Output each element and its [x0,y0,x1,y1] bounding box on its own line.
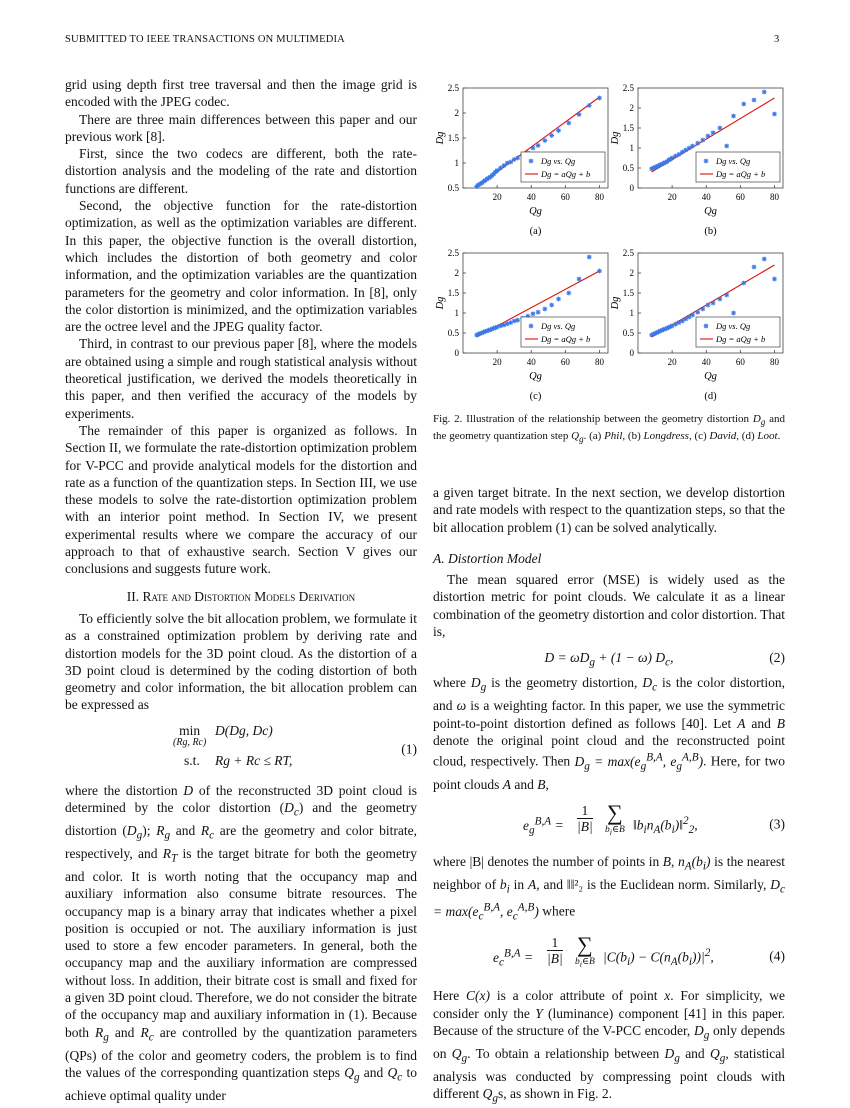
x-tick-label: 20 [492,357,502,367]
panel-label: (c) [529,391,542,402]
x-tick-label: 40 [526,357,536,367]
y-axis-label: Dg [435,296,446,310]
chart-panel-d [608,247,793,407]
x-tick-label: 60 [735,192,745,202]
page-number: 3 [774,34,780,45]
y-axis-label: Dg [435,131,446,145]
right-column [433,484,785,1108]
y-tick-label: 1 [629,308,634,318]
data-point [577,112,582,117]
data-point [772,277,777,282]
x-tick-label: 40 [526,192,536,202]
data-point [515,156,520,161]
data-point [597,96,602,101]
data-point [495,168,500,173]
data-point [542,138,547,143]
y-tick-label: 0.5 [447,328,459,338]
data-point [505,161,510,166]
y-tick-label: 1.5 [447,133,459,143]
paragraph: There are three main differences between this paper and our previous work [8]. [65,111,417,144]
paragraph: where |B| denotes the number of points in B, $n_A(b_i)$ is the nearest neighbor of $b_i$ in A, and ‖‖²₂ is the Euclidean norm. Similarly, $D_c = \max(e_c^{B,A}$, $e_c^{A,B}$) where [433,854,786,923]
data-point [556,128,561,133]
equation-2-body: $D = \omega D_g + (1 - \omega)$ $D_c$, [544,650,674,670]
data-point [731,114,736,119]
scatter-chart-a [433,82,618,242]
section-heading: II. Rate and Distortion Models Derivation [126,588,356,604]
data-point [508,160,513,165]
data-point [695,310,700,315]
x-tick-label: 80 [594,192,604,202]
panel-label: (a) [529,226,542,237]
paragraph: a given target bitrate. In the next section, we develop distortion and rate models with respect to the quantization steps, so that the bit allocation problem (1) can be solved analytically. [433,485,785,535]
paragraph: The remainder of this paper is organized as follows. In Section II, we formulate the rate-distortion optimization problem for V-PCC and provide analytical models for the distortion and rate as a function of the quantization steps. In Section III, we use these models to solve the rate-distortion optimization problem with an interior point method. In Section IV, we present experimental results where we compare the accuracy of our approach to that of exhaustive search. Section V gives our conclusions and suggests future work. [65,422,417,577]
data-point [752,98,757,103]
scatter-chart-b [608,82,793,242]
x-tick-label: 40 [701,357,711,367]
x-tick-label: 60 [735,357,745,367]
equation-number: (4) [769,948,785,964]
y-tick-label: 2.5 [447,83,459,93]
x-axis-label: Qg [704,206,717,217]
data-point [772,112,777,117]
y-axis-label: Dg [610,296,621,310]
x-tick-label: 80 [594,357,604,367]
paragraph: The mean squared error (MSE) is widely used as the distortion metric for point clouds. We calculate it as a linear combination of the geometry distortion and color distortion. That is, [433,572,785,640]
equation-number: (3) [769,816,785,832]
data-point [724,144,729,149]
data-point [515,318,520,323]
data-point [531,311,536,316]
data-point [700,138,705,143]
data-point [536,310,541,315]
equation-3: $e_g^{B,A}$ = 1 |B| ∑ $b_i\in B$ $‖b_in_A(b_i)‖^2_2$, (3) [523,800,785,837]
y-tick-label: 1.5 [622,288,634,298]
x-axis-label: Qg [704,371,717,382]
paragraph: Third, in contrast to our previous paper [8], where the models are obtained using a simple and rough statistical analysis without theoretical justification, we derived the models theoretically in this paper, and then verified the accuracy of the models by experiments. [65,336,417,421]
data-point [690,313,695,318]
data-point [762,257,767,262]
legend-label: Dg = aQg + b [541,334,591,344]
chart-panel-c [433,247,618,407]
panel-label: (d) [704,391,717,402]
equation-1: min (Rg, Rc) D(Dg, Dc) s.t. Rg + Rc ≤ RT, (1) [173,722,417,768]
x-tick-label: 60 [560,357,570,367]
paragraph: Here C(x) is a color attribute of point x. For simplicity, we consider only the Y (luminance) component [41] in this paper. Because of the structure of the V-PCC encoder, $D_g$ only depends on $Q_g$. To obtain a relationship between $D_g$ and $Q_g$, statistical analysis was conducted by compressing point clouds with different $Q_gs$, as shown in Fig. 2. [433,988,786,1106]
data-point [741,102,746,107]
legend-label: Dg vs. Qg [716,156,751,166]
y-tick-label: 1 [629,143,634,153]
scatter-chart-d [608,247,793,407]
data-point [512,319,517,324]
x-tick-label: 20 [667,192,677,202]
data-point [700,307,705,312]
legend-label: Dg = aQg + b [541,169,591,179]
data-point [695,141,700,146]
left-column [65,76,417,1104]
data-point [577,277,582,282]
data-point [752,265,757,270]
paragraph: grid using depth first tree traversal and then the image grid is encoded with the JPEG codec. [65,77,417,110]
data-point [711,130,716,135]
figure-caption: Fig. 2. Illustration of the relationship between the geometry distortion $D_g$ and the geometry quantization step $Q_g$. (a) Phil, (b) Longdress, (c) David, (d) Loot. [433,413,785,445]
y-tick-label: 1 [454,308,459,318]
y-tick-label: 1 [454,158,459,168]
x-tick-label: 80 [769,357,779,367]
data-point [549,303,554,308]
panel-label: (b) [704,226,717,237]
data-point [531,146,536,151]
legend-label: Dg vs. Qg [541,321,576,331]
data-point [549,133,554,138]
equation-number: (2) [769,650,785,666]
y-tick-label: 2 [454,268,459,278]
x-axis-label: Qg [529,206,542,217]
legend-label: Dg = aQg + b [716,169,766,179]
data-point [536,143,541,148]
x-tick-label: 80 [769,192,779,202]
legend-label: Dg vs. Qg [716,321,751,331]
paragraph: Second, the objective function for the rate-distortion optimization, as well as the optimization variables are different. In this paper, the objective function is the overall distortion, which includes the distortion of both geometry and color information, and the optimization variables are the quantization parameters for the geometry and color information. In [8], only the color distortion is minimized, and the optimization variables are the octree level and the JPEG quality factor. [65,198,417,335]
data-point [502,163,507,168]
y-tick-label: 0 [629,348,634,358]
equation-4: $e_c^{B,A}$ = 1 |B| ∑ $b_i\in B$ $|C(b_i) - C(n_A(b_i))|^2$, (4) [493,932,785,970]
data-point [498,166,503,171]
y-tick-label: 2.5 [622,248,634,258]
data-point [706,134,711,139]
data-point [587,255,592,260]
data-point [587,103,592,108]
data-point [717,297,722,302]
y-tick-label: 0 [629,183,634,193]
legend-label: Dg = aQg + b [716,334,766,344]
paragraph: First, since the two codecs are different, both the rate-distortion analysis and the modeling of the rate and distortion functions are different. [65,146,417,196]
paragraph: To efficiently solve the bit allocation problem, we formulate it as a constrained optimization problem by deriving rate and distortion models for the 3D point cloud. As the distortion of a 3D point cloud is determined by the coding distortion of both geometry and color information, the bit allocation problem can be expressed as [65,610,417,713]
section-title: Rate and Distortion Models Derivation [142,588,356,604]
x-tick-label: 60 [560,192,570,202]
y-tick-label: 2.5 [622,83,634,93]
x-tick-label: 20 [667,357,677,367]
y-axis-label: Dg [610,131,621,145]
data-point [706,303,711,308]
data-point [566,121,571,126]
data-point [731,311,736,316]
y-tick-label: 2 [629,268,634,278]
y-tick-label: 0.5 [447,183,459,193]
y-tick-label: 0.5 [622,328,634,338]
y-tick-label: 0 [454,348,459,358]
data-point [724,293,729,298]
y-tick-label: 1.5 [447,288,459,298]
x-tick-label: 40 [701,192,711,202]
paragraph: where $D_g$ is the geometry distortion, $D_c$ is the color distortion, and ω is a weighting factor. In this paper, we use the symmetric point-to-point distortion defined as follows [40]. Let A and B denote the original point cloud and the reconstructed point cloud, respectively. Then $D_g = \max(e_g^{B,A}$, $e_g^{A,B}$). Here, for two point clouds A and B, [433,675,785,792]
x-axis-label: Qg [529,371,542,382]
y-tick-label: 2 [454,108,459,118]
data-point [597,269,602,274]
data-point [498,323,503,328]
equation-number: (1) [401,741,417,757]
data-point [542,307,547,312]
data-point [741,281,746,286]
legend-label: Dg vs. Qg [541,156,576,166]
data-point [566,291,571,296]
data-point [690,144,695,149]
chart-panel-a [433,82,618,242]
data-point [762,90,767,95]
y-tick-label: 2.5 [447,248,459,258]
scatter-chart-c [433,247,618,407]
y-tick-label: 2 [629,103,634,113]
data-point [556,297,561,302]
data-point [717,126,722,131]
running-header: SUBMITTED TO IEEE TRANSACTIONS ON MULTIMEDIA [65,34,345,45]
equation-2 [433,646,785,670]
data-point [677,152,682,157]
y-tick-label: 0.5 [622,163,634,173]
data-point [711,301,716,306]
subsection-heading: A. Distortion Model [433,550,542,566]
chart-panel-b [608,82,793,242]
x-tick-label: 20 [492,192,502,202]
y-tick-label: 1.5 [622,123,634,133]
paragraph: where the distortion D of the reconstructed 3D point cloud is determined by the color distortion $(D_c)$ and the geometry distortion $(D_g)$; $R_g$ and $R_c$ are the geometry and color bitrate, respectively, and $R_T$ is the target bitrate for both the geometry and color. It is worth noting that the occupancy map and auxiliary information also consume bitrate resources. The occupancy map is a binary array that indicates whether a pixel position is occupied or not. The auxiliary information is just used to store a few encoder parameters. In general, both the occupancy map and the auxiliary information are compressed without loss. In addition, their bitrate cost is small and fixed for a given 3D point cloud. Therefore, we do not consider the bitrate of the occupancy map and auxiliary information in (1). Because both $R_g$ and $R_c$ are controlled by the quantization parameters (QPs) of the color and geometry coders, the problem is to find the values of the corresponding quantization steps $Q_g$ and $Q_c$ to achieve optimal quality under [65,782,418,1103]
